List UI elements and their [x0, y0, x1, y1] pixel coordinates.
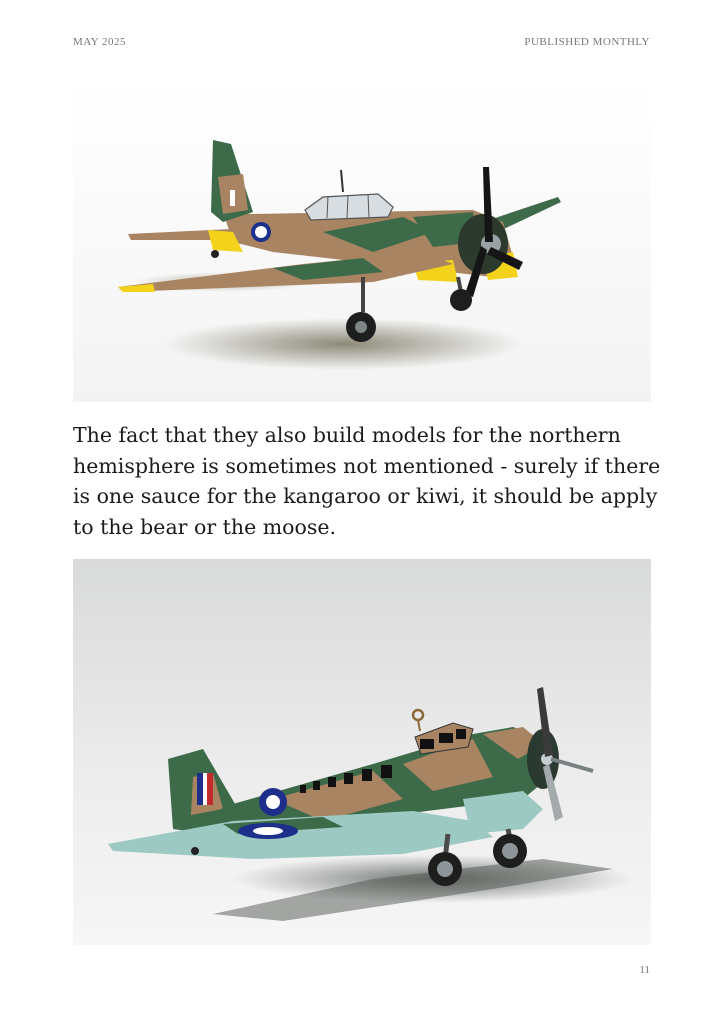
transport-aircraft-image [73, 559, 651, 945]
trainer-aircraft-image [73, 82, 651, 402]
issue-date: MAY 2025 [73, 36, 127, 48]
model-aircraft-photo-2 [73, 559, 651, 945]
article-paragraph: The fact that they also build models for the northern hemisphere is sometimes not mentioned - surely if there is one sauce for the kangaroo or kiwi, it should be apply to the bear or the moose. [73, 423, 661, 539]
publication-frequency: PUBLISHED MONTHLY [524, 36, 650, 48]
page-number: 11 [639, 964, 650, 976]
model-aircraft-photo-1 [73, 82, 651, 402]
